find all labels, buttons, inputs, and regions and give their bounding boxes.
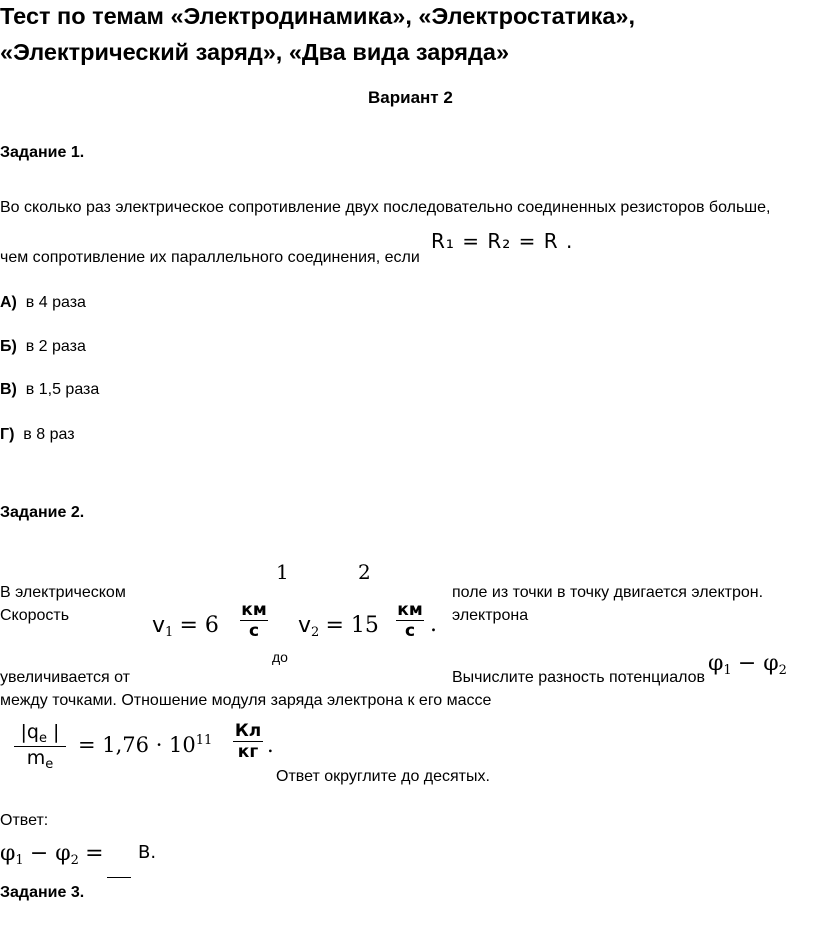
task2-text-e: увеличивается от: [0, 669, 130, 686]
option-letter: В): [0, 381, 17, 398]
task1-option-c: [0, 380, 99, 400]
task2-text-i: Ответ округлите до десятых.: [276, 768, 490, 785]
option-letter: А): [0, 294, 17, 311]
v2-subscript: 2: [311, 625, 320, 640]
task2-text-f: до: [272, 649, 288, 665]
phi-subscript-1: 1: [15, 853, 24, 868]
point-2-label: 2: [358, 560, 371, 584]
phi-subscript-2: 2: [70, 853, 79, 868]
page-title-line-1: Тест по темам «Электродинамика», «Электростатика»,: [0, 3, 636, 29]
phi-subscript-1: 1: [723, 663, 732, 678]
ratio-num-text: |q: [20, 721, 39, 743]
ratio-value-text: = 1,76 · 10: [78, 733, 196, 757]
v2-dot: .: [430, 612, 437, 637]
v2-unit-fraction: [396, 600, 424, 641]
task2-text-c: Скорость: [0, 607, 70, 624]
answer-formula: [0, 840, 104, 868]
v1-subscript: 1: [165, 625, 174, 640]
ratio-num-end: |: [47, 721, 60, 743]
variant-label: Вариант 2: [368, 88, 453, 107]
task1-option-d: [0, 425, 75, 445]
v2-formula: [298, 612, 379, 640]
point-1-label: 1: [276, 560, 289, 584]
option-letter: Б): [0, 338, 17, 355]
v1-formula: [152, 612, 219, 640]
answer-blank-line: [107, 877, 131, 878]
task2-text-b: поле из точки в точку двигается электрон.: [452, 584, 764, 601]
option-text: в 1,5 раза: [25, 381, 100, 398]
phi-subscript-2: 2: [778, 663, 787, 678]
task1-question-line-2: чем сопротивление их параллельного соединения, если: [0, 249, 420, 266]
ratio-unit-fraction: [233, 721, 263, 762]
ratio-unit-numerator: Кл: [234, 721, 262, 741]
answer-label: Ответ:: [0, 812, 49, 829]
phi-symbol: φ: [0, 841, 16, 866]
unit-denominator: с: [404, 621, 416, 641]
option-text: в 8 раз: [23, 426, 75, 443]
task2-text-h: между точками. Отношение модуля заряда электрона к его массе: [0, 692, 492, 709]
task1-formula: R₁ = R₂ = R .: [431, 229, 574, 253]
unit-numerator: км: [241, 600, 267, 620]
v1-symbol: v: [152, 613, 166, 638]
page-title-line-2: «Электрический заряд», «Два вида заряда»: [0, 39, 510, 65]
ratio-den-subscript: e: [45, 757, 54, 772]
task1-heading: Задание 1.: [0, 144, 85, 161]
task1-option-a: [0, 293, 86, 313]
phi-difference: [708, 650, 787, 678]
phi-symbol: φ: [708, 651, 724, 676]
unit-numerator: км: [397, 600, 423, 620]
ratio-numerator: [14, 721, 66, 746]
ratio-denominator: [14, 747, 66, 772]
task1-question-line-1: Во сколько раз электрическое сопротивление двух последовательно соединенных резисторов больше,: [0, 199, 771, 216]
answer-equals: =: [85, 841, 104, 866]
v2-value: = 15: [325, 613, 379, 638]
ratio-num-subscript: e: [39, 731, 47, 746]
ratio-unit-denominator: кг: [237, 742, 259, 762]
charge-mass-fraction: [14, 721, 66, 772]
ratio-den-text: m: [26, 747, 46, 769]
task1-option-b: [0, 337, 86, 357]
ratio-exponent: 11: [195, 733, 213, 748]
v1-value: = 6: [179, 613, 219, 638]
v2-symbol: v: [298, 613, 312, 638]
task3-heading: Задание 3.: [0, 884, 85, 901]
task2-text-g: Вычислите разность потенциалов: [452, 669, 706, 686]
v1-unit-fraction: [240, 600, 268, 641]
phi-minus: − φ: [29, 841, 71, 866]
option-letter: Г): [0, 426, 15, 443]
task2-heading: Задание 2.: [0, 504, 85, 521]
task2-text-d: электрона: [452, 607, 529, 624]
option-text: в 2 раза: [25, 338, 86, 355]
option-text: в 4 раза: [25, 294, 86, 311]
ratio-dot: .: [267, 733, 274, 757]
ratio-value: [78, 733, 212, 757]
answer-unit: В.: [138, 842, 157, 863]
task2-text-a: В электрическом: [0, 584, 126, 601]
phi-minus: − φ: [737, 651, 779, 676]
unit-denominator: с: [248, 621, 260, 641]
